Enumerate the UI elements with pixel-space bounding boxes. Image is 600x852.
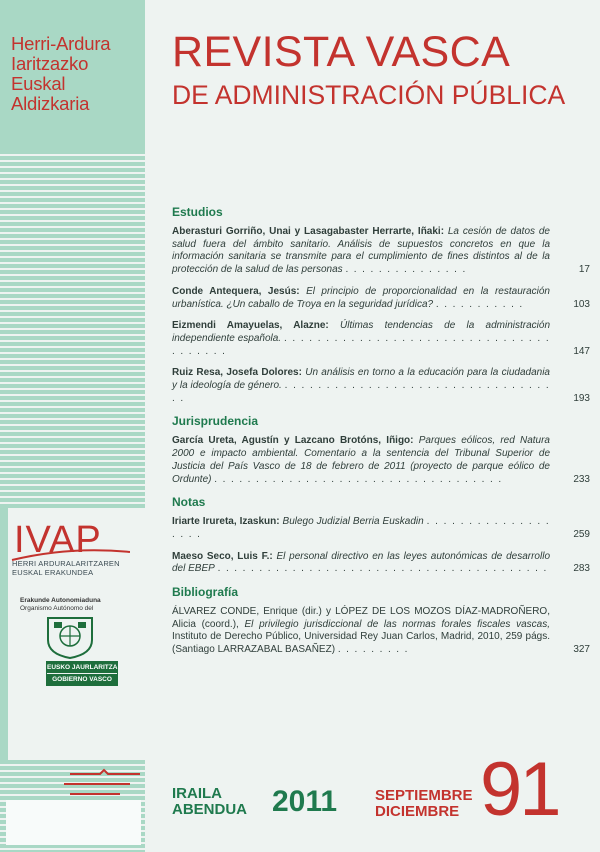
month-spanish-2: DICIEMBRE — [375, 803, 460, 820]
gobierno-vasco-label — [46, 661, 118, 686]
section-heading-estudios: Estudios — [172, 205, 223, 219]
sidebar-title-line: Iaritzazko — [11, 53, 89, 74]
entry-title: Bulego Judizial Berria Euskadin — [282, 516, 424, 528]
organismo-label: Organismo Autónomo del — [20, 605, 94, 612]
entry-page: 233 — [573, 473, 590, 485]
entry-text: ÁLVAREZ CONDE, Enrique (dir.) y LÓPEZ DE LOS MOZOS DÍAZ-MADROÑERO, Alicia (coord.), — [172, 606, 550, 630]
entry-page: 259 — [573, 528, 590, 540]
section-heading-bibliografia: Bibliografía — [172, 585, 239, 600]
entry-page: 193 — [573, 392, 590, 404]
issue-number: 91 — [480, 747, 559, 832]
month-basque-2: ABENDUA — [172, 801, 247, 818]
sidebar-title — [11, 34, 110, 114]
page-title: REVISTA VASCA — [172, 28, 511, 76]
section-heading-jurisprudencia: Jurisprudencia — [172, 414, 259, 429]
entry-page: 147 — [573, 345, 590, 357]
toc-entry[interactable]: Aberasturi Gorriño, Unai y Lasagabaster Herrarte, Iñaki: La cesión de datos de salud fuera del ámbito sanitario. Análisis de supuestos concretos en que la información sanitaria se transmite para el cumplimiento de fines distintos al de la protección de la salud de las personas . . . . . . . . . . . . . . . 17 — [172, 226, 590, 276]
toc-entry[interactable]: Ruiz Resa, Josefa Dolores: Un análisis en torno a la educación para la ciudadania y la ideología de género. . . . . . . . . . . . . . . . . . . . . . . . . . . . . . . . . . . 193 — [172, 367, 590, 404]
entry-title: Últimas tendencias de la administración independiente española. — [172, 320, 550, 344]
ivap-line-2: EUSKAL ERAKUNDEA — [12, 568, 94, 577]
months-spanish — [375, 788, 473, 820]
entry-author: Conde Antequera, Jesús: — [172, 285, 300, 297]
entry-title: El privilegio jurisdiccional de las normas forales fiscales vascas, — [244, 618, 551, 630]
year: 2011 — [272, 785, 338, 818]
month-spanish-1: SEPTIEMBRE — [375, 787, 473, 804]
sidebar-title-line: Euskal — [11, 73, 66, 94]
entry-page: 103 — [573, 298, 590, 310]
entry-page: 283 — [573, 563, 590, 575]
entry-title: Parques eólicos, red Natura 2000 e impacto ambiental. Comentario a la sentencia del Tribunal Superior de Justicia del País Vasco de 18 de febrero de 2011 (proyecto de parque eólico de Ordunte) — [172, 435, 550, 485]
month-basque-1: IRAILA — [172, 785, 222, 802]
ivap-block — [8, 508, 145, 760]
entry-author: Maeso Seco, Luis F.: — [172, 550, 273, 562]
months-basque — [172, 786, 247, 818]
entry-page: 327 — [573, 644, 590, 656]
toc-entry[interactable]: Iriarte Irureta, Izaskun: Bulego Judizial Berria Euskadin . . . . . . . . . . . . . . . . . . . 259 — [172, 516, 590, 540]
entry-title: El personal directivo en las leyes autonómicas de desarrollo del EBEP — [172, 550, 551, 575]
entry-title: La cesión de datos de salud fuera del ámbito sanitario. Análisis de supuestos concretos en que la información sanitaria se transmite para el cumplimiento de fines distintos al de la protección de la salud de las personas — [172, 226, 550, 276]
entry-author: Eizmendi Amayuelas, Alazne: — [172, 320, 329, 332]
entry-text: Instituto de Derecho Público, Universidad Rey Juan Carlos, Madrid, 2010, 259 págs. (Santiago LARRAZABAL BASAÑEZ) — [172, 631, 550, 656]
entry-author: García Ureta, Agustín y Lazcano Brotóns, Iñigo: — [172, 435, 414, 447]
label-box — [6, 800, 141, 845]
toc-entry[interactable]: Maeso Seco, Luis F.: El personal directivo en las leyes autonómicas de desarrollo del EBEP . . . . . . . . . . . . . . . . . . . . . . . . . . . . . . . . . . . . . . . . 283 — [172, 550, 590, 575]
ivap-logo — [10, 516, 130, 564]
gobierno-vasco-emblem-icon — [40, 614, 100, 660]
table-of-contents — [172, 205, 590, 666]
entry-author: Iriarte Irureta, Izaskun: — [172, 516, 280, 528]
eusko-jaurlaritza: EUSKO JAURLARITZA — [47, 662, 117, 674]
sidebar-stripes — [0, 150, 145, 508]
toc-entry[interactable]: Conde Antequera, Jesús: El principio de proporcionalidad en la restauración urbanística. ¿Un caballo de Troya en la seguridad jurídica? . . . . . . . . . . . 103 — [172, 285, 590, 310]
entry-author: Ruiz Resa, Josefa Dolores: — [172, 367, 302, 379]
sidebar-title-line: Herri-Ardura — [11, 33, 111, 54]
entry-title: Un análisis en torno a la educación para la ciudadania y la ideología de género. — [172, 367, 550, 392]
erakunde-label: Erakunde Autonomiaduna — [20, 597, 101, 604]
section-heading-notas: Notas — [172, 495, 206, 510]
entry-page: 17 — [578, 264, 590, 276]
ivap-logo-text: IVAP — [14, 519, 102, 561]
page-subtitle: DE ADMINISTRACIÓN PÚBLICA — [172, 80, 566, 110]
entry-author: Aberasturi Gorriño, Unai y Lasagabaster Herrarte, Iñaki: — [172, 226, 445, 237]
toc-entry[interactable]: ÁLVAREZ CONDE, Enrique (dir.) y LÓPEZ DE LOS MOZOS DÍAZ-MADROÑERO, Alicia (coord.), El privilegio jurisdiccional de las normas forales fiscales vascas, Instituto de Derecho Público, Universidad Rey Juan Carlos, Madrid, 2010, 259 págs. (Santiago LARRAZABAL BASAÑEZ) . . . . . . . . . 327 — [172, 606, 590, 656]
toc-entry[interactable]: García Ureta, Agustín y Lazcano Brotóns, Iñigo: Parques eólicos, red Natura 2000 e impacto ambiental. Comentario a la sentencia del Tribunal Superior de Justicia del País Vasco de 18 de febrero de 2011 (proyecto de parque eólico de Ordunte) . . . . . . . . . . . . . . . . . . . . . . . . . . . . . . . . . . . 233 — [172, 435, 590, 485]
entry-title: El principio de proporcionalidad en la restauración urbanística. ¿Un caballo de Troya en la seguridad jurídica? — [172, 285, 550, 310]
toc-entry[interactable]: Eizmendi Amayuelas, Alazne: Últimas tendencias de la administración independiente española. . . . . . . . . . . . . . . . . . . . . . . . . . . . . . . . . . . . . . . . 147 — [172, 320, 590, 357]
sidebar-title-line: Aldizkaria — [11, 93, 90, 114]
gobierno-vasco: GOBIERNO VASCO — [52, 676, 112, 683]
ivap-line-1: HERRI ARDURALARITZAREN — [12, 559, 120, 568]
